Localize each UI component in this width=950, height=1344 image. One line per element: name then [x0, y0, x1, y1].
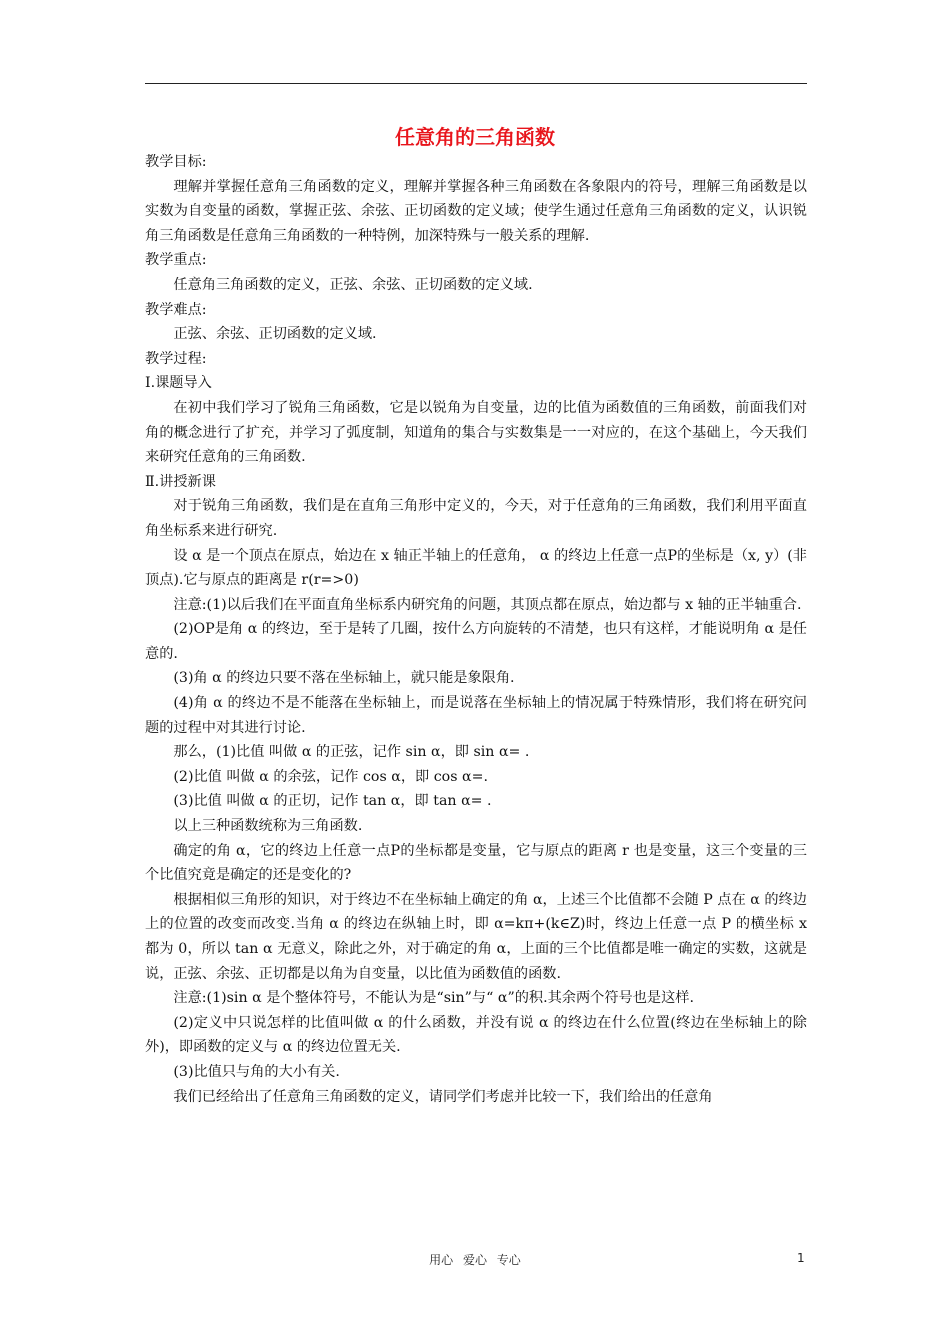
- paragraph: 设 α 是一个顶点在原点，始边在 x 轴正半轴上的任意角， α 的终边上任意一点P的坐标是（x, y）(非顶点).它与原点的距离是 r(r=>0): [145, 547, 807, 589]
- paragraph: (3)比值 叫做 α 的正切，记作 tan α，即 tan α= .: [173, 793, 492, 810]
- paragraph: 理解并掌握任意角三角函数的定义，理解并掌握各种三角函数在各象限内的符号，理解三角函数是以实数为自变量的函数，掌握正弦、余弦、正切函数的定义域；使学生通过任意角三角函数的定义，认识锐角三角函数是任意角三角函数的一种特例，加深特殊与一般关系的理解.: [145, 178, 807, 244]
- page-number: 1: [797, 1251, 805, 1265]
- paragraph: 确定的角 α，它的终边上任意一点P的坐标都是变量，它与原点的距离 r 也是变量，这三个变量的三个比值究竟是确定的还是变化的?: [145, 842, 807, 884]
- header-rule: [145, 83, 807, 84]
- paragraph: (3)比值只与角的大小有关.: [173, 1063, 340, 1080]
- paragraph: (2)定义中只说怎样的比值叫做 α 的什么函数，并没有说 α 的终边在什么位置(终边在坐标轴上的除外)，即函数的定义与 α 的终边位置无关.: [145, 1014, 807, 1056]
- paragraph: 根据相似三角形的知识，对于终边不在坐标轴上确定的角 α，上述三个比值都不会随 P 点在 α 的终边上的位置的改变而改变.当角 α 的终边在纵轴上时，即 α=kπ+(k∈Z)时，终边上任意一点 P 的横坐标 x 都为 0，所以 tan α 无意义，除此之外，对于确定的角 α，上面的三个比值都是唯一确定的实数，这就是说，正弦、余弦、正切都是以角为自变量，以比值为函数值的函数.: [145, 891, 807, 982]
- paragraph: 在初中我们学习了锐角三角函数，它是以锐角为自变量，边的比值为函数值的三角函数，前面我们对角的概念进行了扩充，并学习了弧度制，知道角的集合与实数集是一一对应的，在这个基础上，今天我们来研究任意角的三角函数.: [145, 399, 807, 466]
- paragraph: 我们已经给出了任意角三角函数的定义，请同学们考虑并比较一下，我们给出的任意角: [173, 1088, 713, 1105]
- paragraph: 注意:(1)sin α 是个整体符号，不能认为是“sin”与“ α”的积.其余两个符号也是这样.: [173, 990, 694, 1007]
- paragraph: 对于锐角三角函数，我们是在直角三角形中定义的，今天，对于任意角的三角函数，我们利用平面直角坐标系来进行研究.: [145, 498, 807, 539]
- paragraph: 那么，(1)比值 叫做 α 的正弦，记作 sin α，即 sin α= .: [173, 744, 530, 761]
- paragraph: 任意角三角函数的定义，正弦、余弦、正切函数的定义域.: [173, 276, 533, 293]
- paragraph: (2)OP是角 α 的终边，至于是转了几圈，按什么方向旋转的不清楚，也只有这样，才能说明角 α 是任意的.: [145, 621, 807, 662]
- paragraph: Ⅰ.课题导入: [145, 375, 212, 392]
- paragraph: (2)比值 叫做 α 的余弦，记作 cos α，即 cos α=.: [173, 768, 488, 785]
- paragraph: (3)角 α 的终边只要不落在坐标轴上，就只能是象限角.: [173, 670, 515, 687]
- paragraph: 以上三种函数统称为三角函数.: [173, 818, 363, 835]
- paragraph: 教学目标:: [145, 154, 207, 170]
- paragraph: 注意:(1)以后我们在平面直角坐标系内研究角的问题，其顶点都在原点，始边都与 x 轴的正半轴重合.: [173, 596, 802, 613]
- paragraph: 教学重点:: [145, 252, 207, 269]
- document-title: 任意角的三角函数: [395, 125, 555, 149]
- paragraph: 正弦、余弦、正切函数的定义域.: [173, 326, 377, 343]
- paragraph: 教学过程:: [145, 350, 207, 367]
- paragraph: (4)角 α 的终边不是不能落在坐标轴上，而是说落在坐标轴上的情况属于特殊情形，我们将在研究问题的过程中对其进行讨论.: [145, 695, 807, 736]
- paragraph: Ⅱ.讲授新课: [145, 473, 216, 490]
- footer-motto: 用心 爱心 专心: [429, 1253, 521, 1267]
- document-body: [145, 150, 807, 1109]
- paragraph: 教学难点:: [145, 301, 207, 318]
